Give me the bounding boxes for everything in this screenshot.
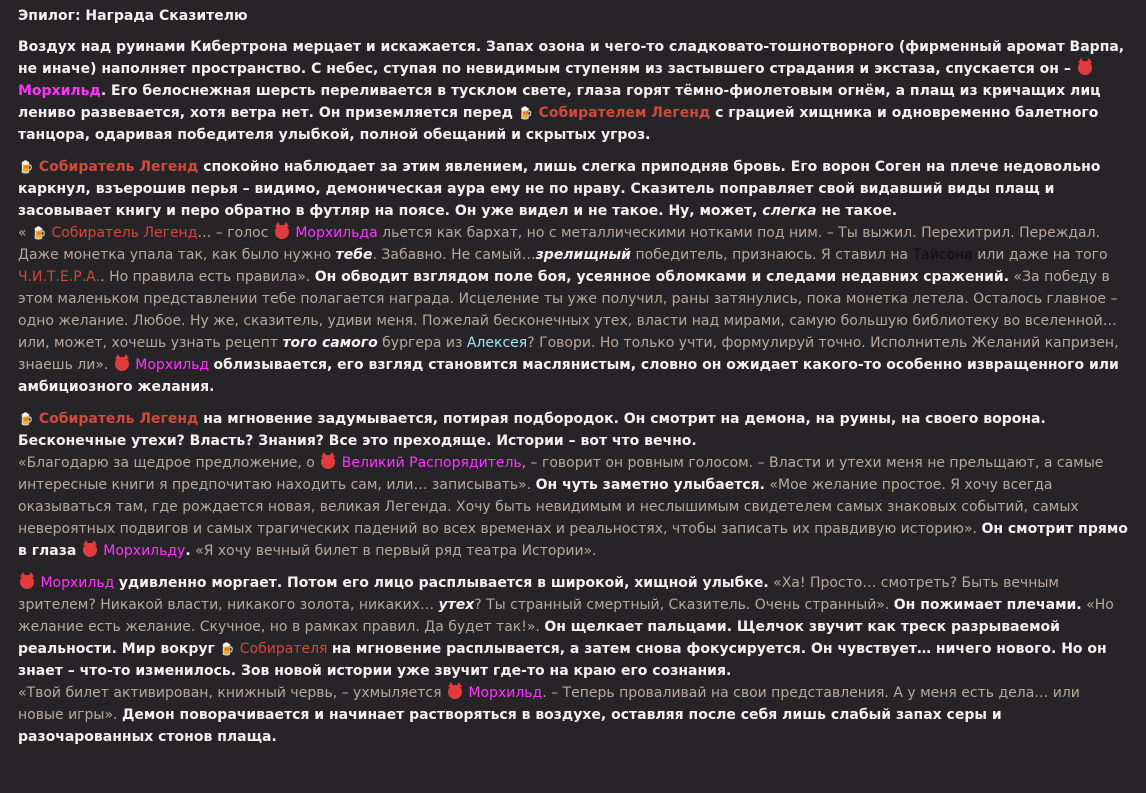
quote: «Твой билет активирован, книжный червь, – ухмыляется: [18, 685, 442, 701]
text: Он пожимает плечами.: [893, 597, 1082, 613]
devil-icon: [321, 455, 335, 469]
emphasis: утех: [438, 597, 475, 613]
quote: победитель, признаюсь. Я ставил на: [635, 247, 909, 263]
name-morkhildu[interactable]: Морхильду: [103, 543, 186, 559]
beer-mug-icon: [31, 222, 47, 244]
name-great-disposer[interactable]: Великий Распорядитель: [341, 455, 522, 471]
quote: … – голос: [197, 225, 269, 241]
quote: «Благодарю за щедрое предложение, о: [18, 455, 315, 471]
quote: «Но желание есть желание. Скучное, но в рамках правил. Да будет так!».: [18, 597, 1114, 635]
quote: . – Теперь проваливай на свои представления. А у меня есть дела… или новые игры».: [18, 685, 1080, 723]
beer-mug-icon: [18, 408, 34, 430]
name-morkhild[interactable]: Морхильд: [468, 685, 543, 701]
quote: или даже на того: [977, 247, 1108, 263]
paragraph-4: [18, 408, 1128, 452]
quote: бургера из: [382, 335, 463, 351]
devil-icon: [83, 543, 97, 557]
quote: «Мое желание простое. Я хочу всегда оказываться там, где рождается новая, великая Легенда. Хочу быть невидимым и неслышимым свидетелем самых знаковых событий, самых невероятных подвигов и самых трагических падений во всех временах и реальностях, чтобы записать их правдивую историю».: [18, 477, 1079, 537]
text: Он смотрит прямо в глаза: [18, 521, 1128, 559]
name-taysona[interactable]: Тайсона: [912, 247, 973, 263]
emphasis: зрелищный: [535, 247, 631, 263]
beer-mug-icon: [18, 156, 34, 178]
name-collector[interactable]: Собиратель Легенд: [38, 411, 199, 427]
name-alexey[interactable]: Алексея: [466, 335, 528, 351]
name-collector[interactable]: Собирателем Легенд: [538, 105, 711, 121]
text: с грацией хищника и одновременно балетного танцора, одаривая победителя улыбкой, полной обещаний и скрытых угроз.: [18, 105, 1099, 143]
page-title: Эпилог: Награда Сказителю: [18, 8, 248, 24]
quote: «Я хочу вечный билет в первый ряд театра Истории».: [195, 543, 597, 559]
beer-mug-icon: [219, 638, 235, 660]
text: Он щелкает пальцами. Щелчок звучит как треск разрываемой реальности. Мир вокруг: [18, 619, 1060, 657]
quote: , – говорит он ровным голосом. – Власти и утехи меня не прельщают, а самые интересные книги я предпочитаю находить сам, или… записывать».: [18, 455, 1104, 493]
devil-icon: [448, 685, 462, 699]
name-morkhild[interactable]: Морхильд: [18, 83, 101, 99]
devil-icon: [275, 225, 289, 239]
quote: «: [18, 225, 27, 241]
paragraph-2: [18, 156, 1128, 222]
name-morkhild[interactable]: Морхильд: [135, 357, 210, 373]
beer-mug-icon: [518, 102, 534, 124]
text: . Его белоснежная шерсть переливается в тусклом свете, глаза горят тёмно-фиолетовым огнём, а плащ из кричащих лиц лениво развевается, хотя ветра нет. Он приземляется перед: [18, 83, 1101, 121]
text: Он обводит взглядом поле боя, усеянное обломками и следами недавних сражений.: [314, 269, 1010, 285]
name-morkhild[interactable]: Морхильд: [40, 575, 115, 591]
text: облизывается, его взгляд становится маслянистым, словно он ожидает какого-то особенно извращенного или амбициозного желания.: [18, 357, 1119, 395]
devil-icon: [20, 575, 34, 589]
quote: «За победу в этом маленьком представлении тебе полагается награда. Исцеление ты уже получил, раны затянулись, пока монетка летела. Осталось главное – одно желание. Любое. Ну же, сказитель, удиви меня. Пожелай бесконечных утех, власти над мирами, самую большую библиотеку во вселенной… или, может, хочешь узнать рецепт: [18, 269, 1118, 351]
paragraph-6: [18, 572, 1128, 682]
text: на мгновение расплывается, а затем снова фокусируется. Он чувствует… ничего нового. Но он знает – что-то изменилось. Зов новой истории уже звучит где-то на краю его сознания.: [18, 641, 1107, 679]
name-collector[interactable]: Собиратель Легенд: [51, 225, 198, 241]
paragraph-7: [18, 682, 1128, 748]
name-cheater[interactable]: Ч.И.Т.Е.Р.А.: [18, 269, 101, 285]
text: удивленно моргает. Потом его лицо расплывается в широкой, хищной улыбке.: [118, 575, 769, 591]
emphasis: слегка: [762, 203, 817, 219]
text: Он чуть заметно улыбается.: [535, 477, 765, 493]
quote: . Забавно. Не самый…: [372, 247, 536, 263]
name-collector[interactable]: Собирателя: [239, 641, 328, 657]
quote: «Ха! Просто… смотреть? Быть вечным зрителем? Никакой власти, никакого золота, никаких…: [18, 575, 1059, 613]
name-morkhilda[interactable]: Морхильда: [295, 225, 378, 241]
quote: льется как бархат, но с металлическими нотками под ним. – Ты выжил. Перехитрил. Переждал. Даже монетка упала так, как было нужно: [18, 225, 1101, 263]
text: на мгновение задумывается, потирая подбородок. Он смотрит на демона, на руины, на своего ворона. Бесконечные утехи? Власть? Знания? Все это преходяще. Истории – вот что вечно.: [18, 411, 1046, 449]
devil-icon: [115, 357, 129, 371]
text: спокойно наблюдает за этим явлением, лишь слегка приподняв бровь. Его ворон Соген на плече недовольно каркнул, взъерошив перья – видимо, демоническая аура ему не по нраву. Сказитель поправляет свой видавший виды плащ и засовывает книгу и перо обратно в футляр на поясе. Он уже видел и не такое. Ну, может,: [18, 159, 1101, 219]
paragraph-3: [18, 222, 1128, 398]
quote: . Но правила есть правила».: [100, 269, 311, 285]
text: Воздух над руинами Кибертрона мерцает и искажается. Запах озона и чего-то сладковато-тошнотворного (фирменный аромат Варпа, не иначе) наполняет пространство. С небес, ступая по невидимым ступеням из застывшего страдания и экстаза, спускается он –: [18, 39, 1125, 77]
emphasis: тебе: [335, 247, 373, 263]
text: Демон поворачивается и начинает растворяться в воздухе, оставляя после себя лишь слабый запах серы и разочарованных стонов плаща.: [18, 707, 1002, 745]
quote: ? Ты странный смертный, Сказитель. Очень странный».: [474, 597, 890, 613]
name-collector[interactable]: Собиратель Легенд: [38, 159, 199, 175]
paragraph-1: [18, 36, 1128, 146]
quote: ? Говори. Но только учти, формулируй точно. Исполнитель Желаний капризен, знаешь ли».: [18, 335, 1119, 373]
text: не такое.: [821, 203, 898, 219]
paragraph-5: «Благодарю за щедрое предложение, о Великий Распорядитель, – говорит он ровным голосом. – Власти и утехи меня не прельщают, а самые интересные книги я предпочитаю находить сам, или… записывать». Он чуть заметно улыбается. «Мое желание простое. Я хочу всегда оказываться там, где рождается новая, великая Легенда. Хочу быть невидимым и неслышимым свидетелем самых знаковых событий, самых невероятных подвигов и самых трагических падений во всех временах и реальностях, чтобы записать их правдивую историю». Он смотрит прямо в глаза Морхильду. «Я хочу вечный билет в первый ряд театра Истории».: [18, 455, 1128, 559]
emphasis: того самого: [282, 335, 378, 351]
devil-icon: [1078, 61, 1092, 75]
